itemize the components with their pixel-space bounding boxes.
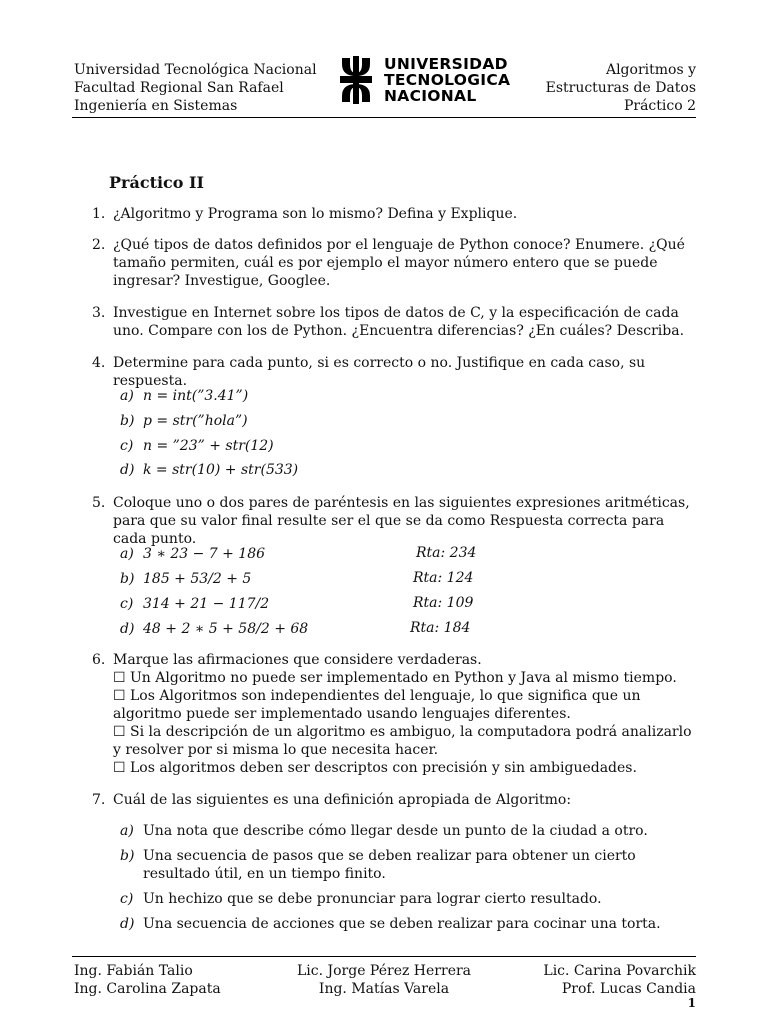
q4-item-c [120,437,274,455]
q4-item-b [120,412,248,430]
footer-center [284,962,484,998]
item-label: b) [120,571,135,587]
q5-item-a [120,545,265,563]
header-practice: Práctico 2 [623,98,696,114]
checkbox-option[interactable]: ☐ Los algoritmos deben ser descriptos con precisión y sin ambiguedades. [113,760,637,776]
question-text: Investigue en Internet sobre los tipos de datos de C, y la especificación de cada uno. Compare con los de Python. ¿Encuentra diferencias? ¿En cuáles? Describa. [113,305,685,339]
item-label: b) [120,848,135,864]
logo-line: TECNOLOGICA [384,71,511,89]
item-expression: 185 + 53/2 + 5 [143,571,252,587]
page-number: 1 [687,996,696,1010]
q5-answer-d: Rta: 184 [410,620,471,636]
question-number: 3. [92,305,106,321]
item-label: d) [120,621,135,637]
header-faculty: Facultad Regional San Rafael [74,80,284,96]
header-university: Universidad Tecnológica Nacional [74,62,317,78]
q5-item-d [120,620,308,638]
item-label: d) [120,916,135,932]
utn-logo-icon [340,56,372,104]
item-label: c) [120,596,134,612]
question-4 [92,354,696,389]
checkbox-option[interactable]: ☐ Si la descripción de un algoritmo es ambiguo, la computadora podrá analizarlo y resolver por si misma lo que necesita hacer. [113,724,692,758]
question-7 [92,791,696,809]
header-rule [72,117,696,118]
checkbox-option[interactable]: ☐ Un Algoritmo no puede ser implementado en Python y Java al mismo tiempo. [113,670,677,686]
footer-name: Ing. Carolina Zapata [74,981,221,997]
question-5 [92,494,696,547]
question-text: ¿Qué tipos de datos definidos por el lenguaje de Python conoce? Enumere. ¿Qué tamaño permiten, cuál es por ejemplo el mayor número entero que se puede ingresar? Investigue, Googlee. [113,237,685,289]
header-course-line2: Estructuras de Datos [545,80,696,96]
item-label: a) [120,823,134,839]
item-expression: n = ”23” + str(12) [143,438,274,454]
q5-item-c [120,595,269,613]
q4-item-a [120,387,248,405]
item-expression: 48 + 2 ∗ 5 + 58/2 + 68 [143,621,309,637]
footer-left [74,962,221,998]
q7-item-c [120,890,696,908]
q5-answer-b: Rta: 124 [413,570,474,586]
item-label: b) [120,413,135,429]
footer-name: Lic. Jorge Pérez Herrera [296,963,472,979]
footer-right [543,962,696,998]
question-text: Marque las afirmaciones que considere verdaderas. [113,652,482,668]
item-label: d) [120,462,135,478]
logo-line: NACIONAL [384,87,477,105]
question-2 [92,236,696,290]
question-text: Determine para cada punto, si es correcto o no. Justifique en cada caso, su respuesta. [113,355,646,389]
question-1 [92,205,696,223]
item-expression: 3 ∗ 23 − 7 + 186 [143,546,266,562]
question-number: 4. [92,355,106,371]
header-institution [74,61,317,115]
question-3 [92,304,696,340]
item-text: Una secuencia de acciones que se deben realizar para cocinar una torta. [143,916,661,932]
question-number: 1. [92,206,106,222]
item-text: Una secuencia de pasos que se deben realizar para obtener un cierto resultado útil, en un tiempo finito. [143,848,636,882]
question-text: Coloque uno o dos pares de paréntesis en las siguientes expresiones aritméticas, para que su valor final resulte ser el que se da como Respuesta correcta para cada punto. [113,495,690,547]
q4-item-d [120,461,298,479]
q5-answer-a: Rta: 234 [416,545,477,561]
header-course [546,61,696,115]
page-title: Práctico II [109,173,204,192]
q5-answer-c: Rta: 109 [413,595,474,611]
item-text: Un hechizo que se debe pronunciar para lograr cierto resultado. [143,891,602,907]
item-expression: 314 + 21 − 117/2 [143,596,270,612]
logo-line: UNIVERSIDAD [384,55,508,73]
question-text: Cuál de las siguientes es una definición apropiada de Algoritmo: [113,792,572,808]
q5-item-b [120,570,251,588]
question-6 [92,651,696,777]
header-course-line1: Algoritmos y [605,62,696,78]
item-label: a) [120,546,134,562]
item-expression: p = str(”hola”) [143,413,248,429]
footer-name: Lic. Carina Povarchik [543,963,696,979]
question-number: 6. [92,652,106,668]
q7-item-b [120,847,696,883]
question-number: 5. [92,495,106,511]
header-career: Ingeniería en Sistemas [74,98,238,114]
item-label: a) [120,388,134,404]
footer-name: Ing. Matías Varela [318,981,450,997]
q7-item-a [120,822,696,840]
question-number: 2. [92,237,106,253]
q7-item-d [120,915,696,933]
item-label: c) [120,891,134,907]
question-text: ¿Algoritmo y Programa son lo mismo? Defina y Explique. [113,206,518,222]
item-label: c) [120,438,134,454]
footer-name: Prof. Lucas Candia [561,981,696,997]
logo-wordmark [384,56,510,104]
question-body [113,651,696,777]
item-expression: n = int(”3.41”) [143,388,249,404]
utn-logo [340,56,530,106]
item-text: Una nota que describe cómo llegar desde un punto de la ciudad a otro. [143,823,648,839]
question-number: 7. [92,792,106,808]
checkbox-option[interactable]: ☐ Los Algoritmos son independientes del lenguaje, lo que significa que un algoritmo puede ser implementado usando lenguajes diferentes. [113,688,641,722]
item-expression: k = str(10) + str(533) [143,462,299,478]
footer-rule [72,956,696,957]
footer-name: Ing. Fabián Talio [74,963,193,979]
